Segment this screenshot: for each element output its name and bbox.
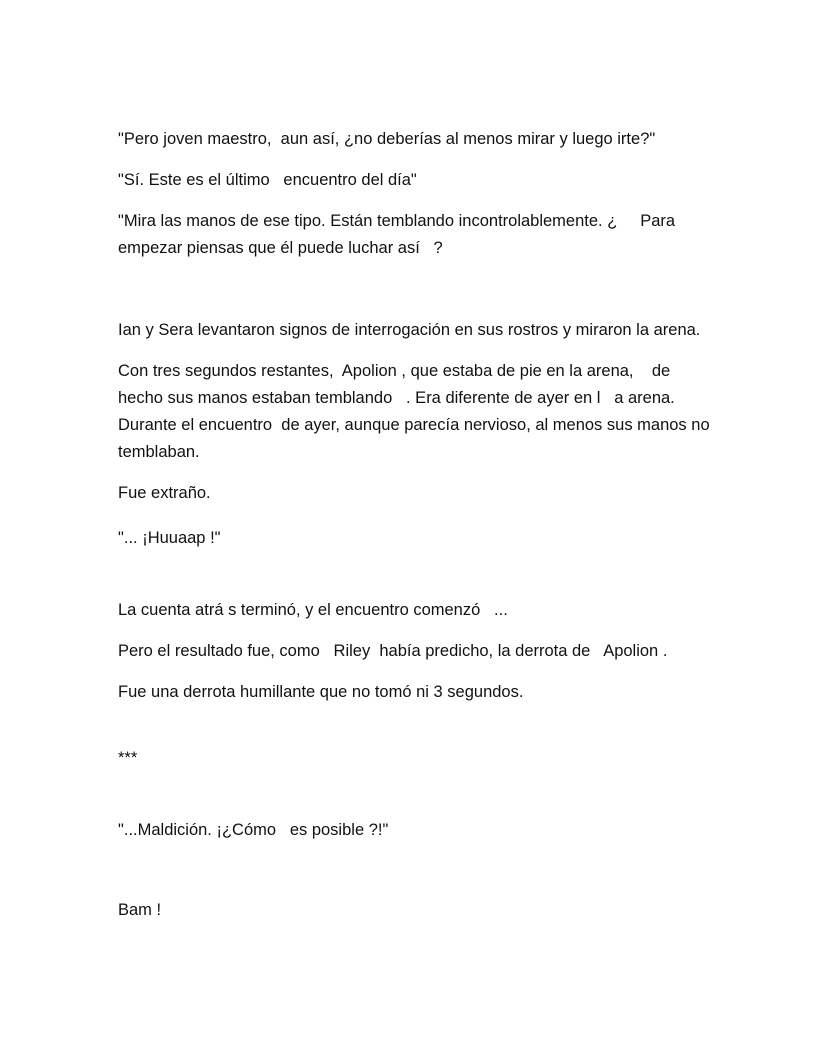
paragraph-1: "Pero joven maestro, aun así, ¿no deberías al menos mirar y luego irte?" xyxy=(118,130,656,148)
paragraph-4: Ian y Sera levantaron signos de interrogación en sus rostros y miraron la arena. xyxy=(118,321,701,339)
paragraph-12: Bam ! xyxy=(118,901,162,919)
document-body xyxy=(118,126,718,924)
paragraph-6: Fue extraño. xyxy=(118,484,211,502)
section-separator: *** xyxy=(118,749,138,767)
paragraph-2: "Sí. Este es el último encuentro del día" xyxy=(118,171,417,189)
paragraph-7: "... ¡Huuaap !" xyxy=(118,529,221,547)
paragraph-5: Con tres segundos restantes, Apolion , que estaba de pie en la arena, de hecho sus manos estaban temblando . Era diferente de ayer en l a arena. Durante el encuentro de ayer, aunque parecía nervioso, al menos sus manos no temblaban. xyxy=(118,362,715,461)
paragraph-3: "Mira las manos de ese tipo. Están temblando incontrolablemente. ¿ Para empezar piensas que él puede luchar así ? xyxy=(118,212,680,257)
paragraph-11: "...Maldición. ¡¿Cómo es posible ?!" xyxy=(118,821,389,839)
paragraph-8: La cuenta atrá s terminó, y el encuentro comenzó ... xyxy=(118,601,508,619)
paragraph-10: Fue una derrota humillante que no tomó ni 3 segundos. xyxy=(118,683,524,701)
paragraph-9: Pero el resultado fue, como Riley había predicho, la derrota de Apolion . xyxy=(118,642,668,660)
